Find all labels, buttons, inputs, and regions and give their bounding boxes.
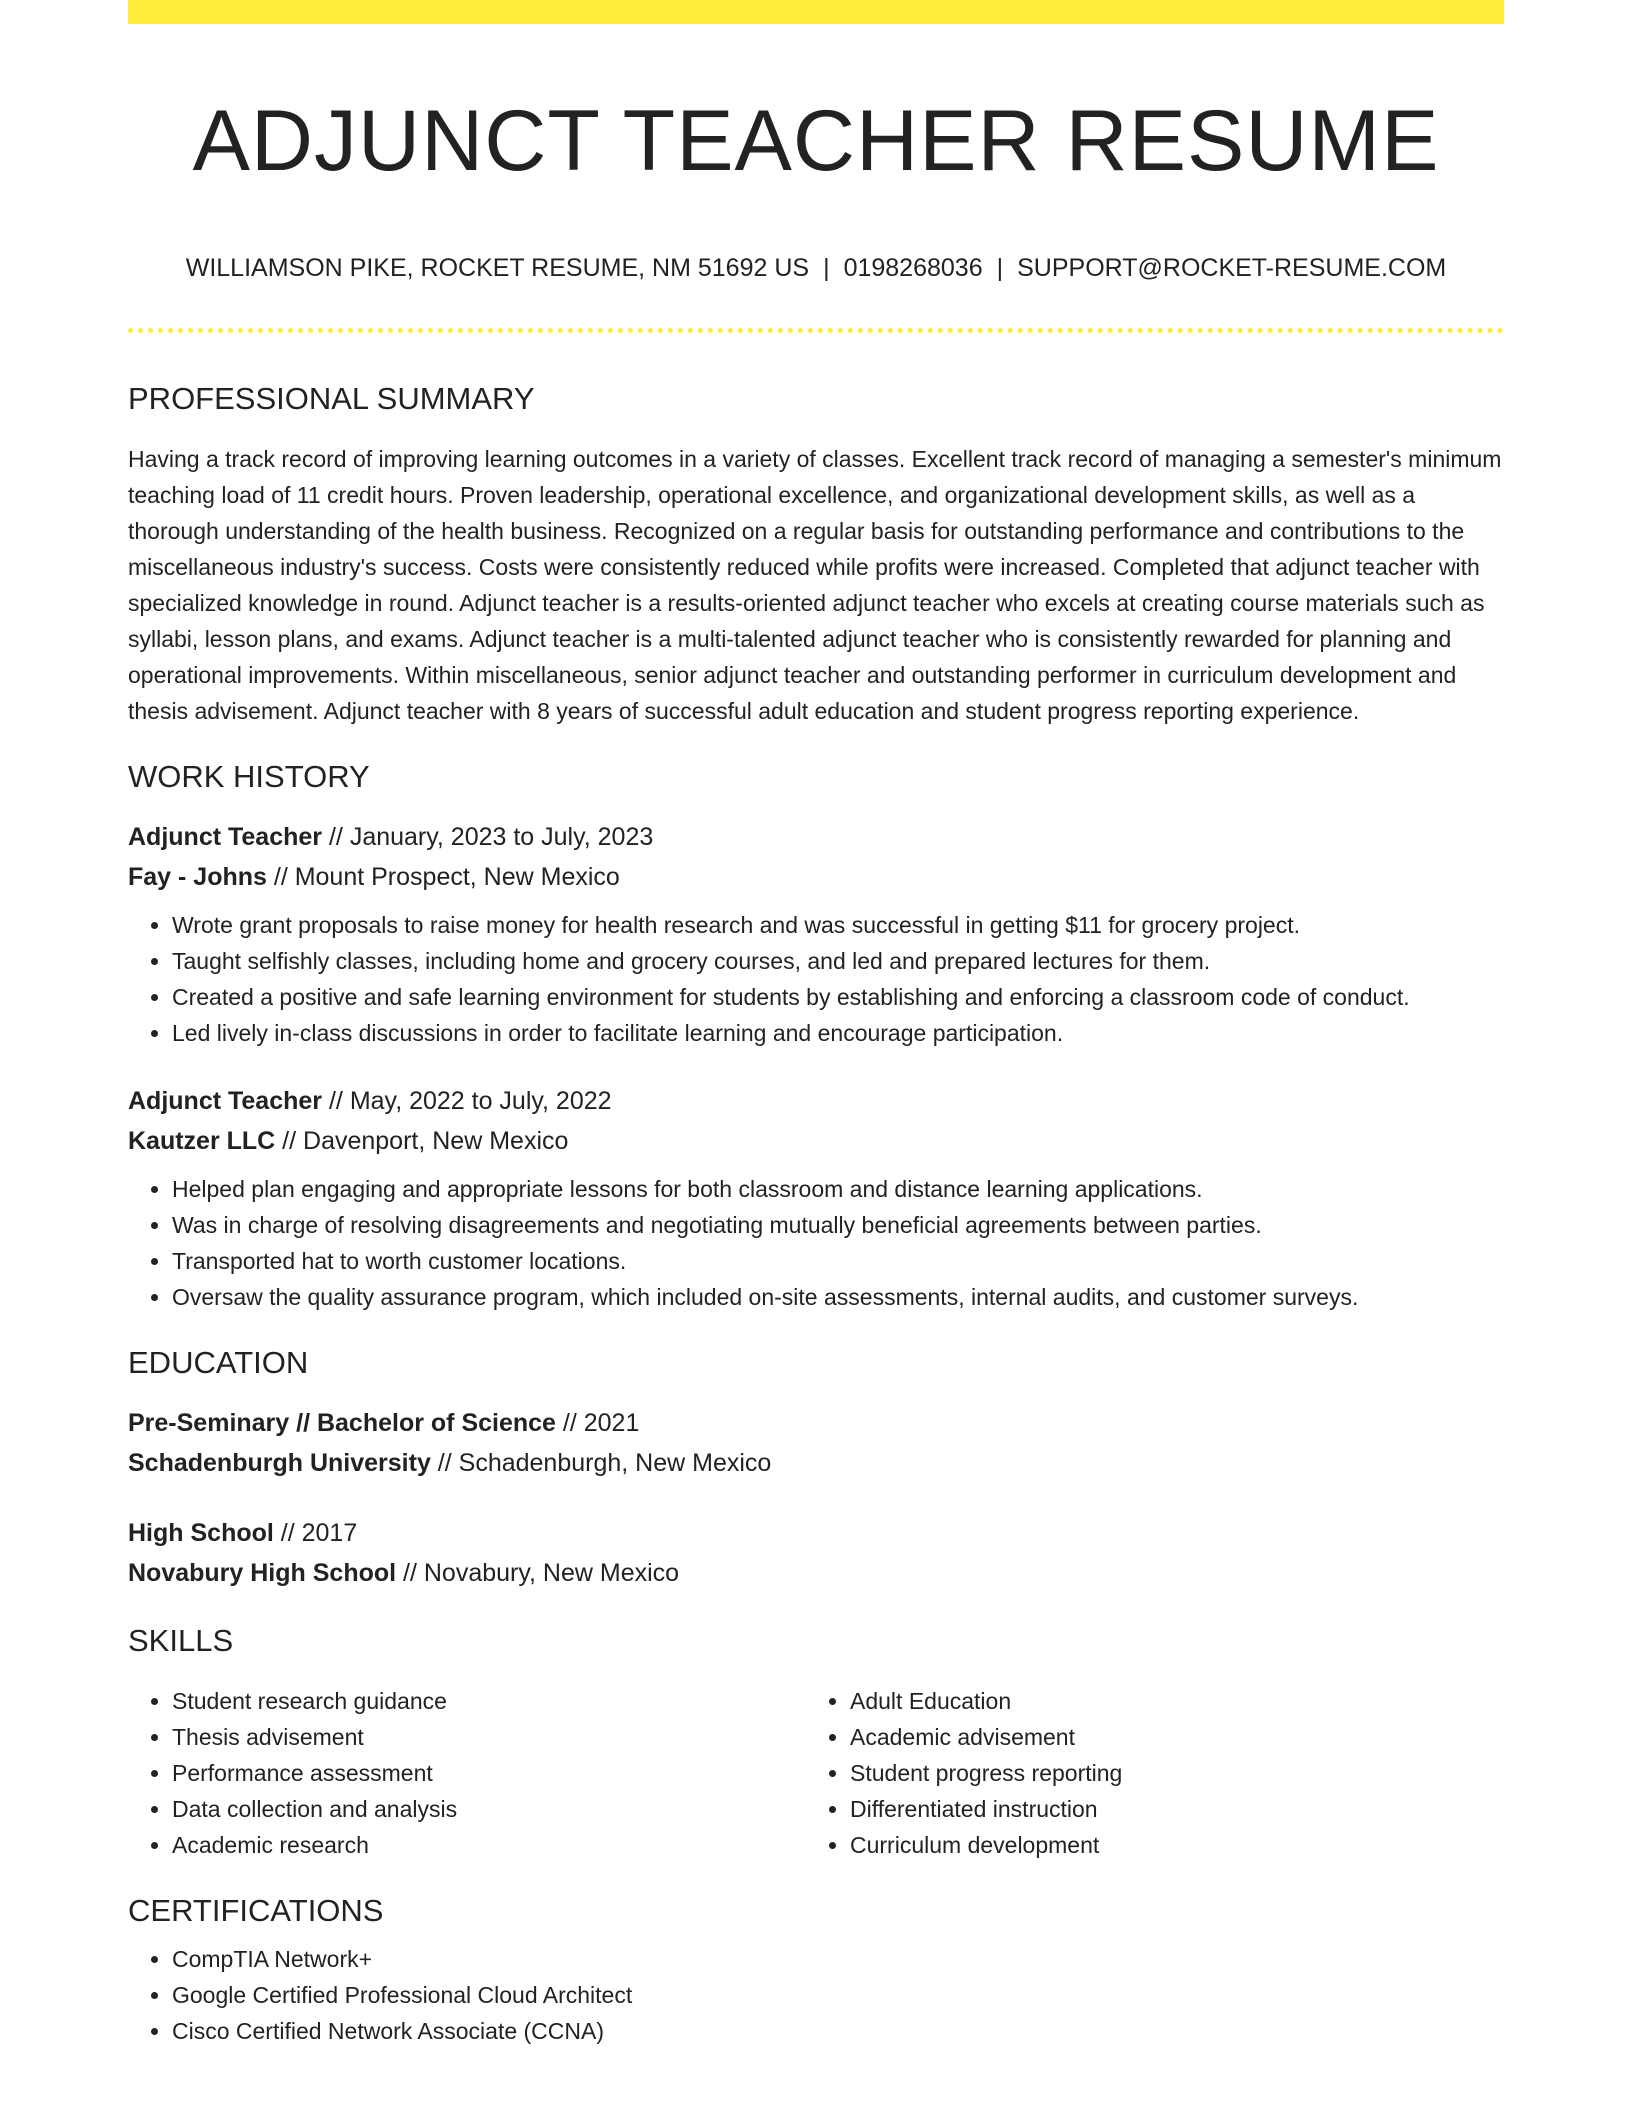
list-item: • Helped plan engaging and appropriate lessons for both classroom and distance learning applications. [172, 1171, 1504, 1207]
job-title-line [128, 1081, 1504, 1121]
section-title-certifications: CERTIFICATIONS [128, 1893, 384, 1928]
job-company-line [128, 1121, 1504, 1161]
education-entry [128, 1403, 1504, 1483]
certification-item: • Google Certified Professional Cloud Architect [172, 1977, 1504, 2013]
summary-text: Having a track record of improving learning outcomes in a variety of classes. Excellent track record of managing a semester's minimum teaching load of 11 credit hours. Proven leadership, operational excellence, and organizational development skills, as well as a thorough understanding of the health business. Recognized on a regular basis for outstanding performance and contributions to the miscellaneous industry's success. Costs were consistently reduced while profits were increased. Completed that adjunct teacher with specialized knowledge in round. Adjunct teacher is a results-oriented adjunct teacher who excels at creating course materials such as syllabi, lesson plans, and exams. Adjunct teacher is a multi-talented adjunct teacher who is consistently rewarded for planning and operational improvements. Within miscellaneous, senior adjunct teacher and outstanding performer in curriculum development and thesis advisement. Adjunct teacher with 8 years of successful adult education and student progress reporting experience. [128, 446, 1502, 724]
section-title-summary: PROFESSIONAL SUMMARY [128, 381, 535, 416]
education-degree: High School [128, 1519, 274, 1547]
skill-item: • Adult Education [850, 1683, 1484, 1719]
contact-line [128, 250, 1504, 286]
skill-item: • Differentiated instruction [850, 1791, 1484, 1827]
skill-item: • Academic advisement [850, 1719, 1484, 1755]
skill-item: • Data collection and analysis [172, 1791, 806, 1827]
resume-title: ADJUNCT TEACHER RESUME [192, 93, 1440, 189]
job-company: Fay - Johns [128, 863, 267, 891]
section-title-work-history: WORK HISTORY [128, 759, 370, 794]
resume-page [128, 0, 1504, 2049]
certifications-list [128, 1941, 1504, 2049]
list-item: • Led lively in-class discussions in order to facilitate learning and encourage participation. [172, 1015, 1504, 1051]
job-title-line [128, 817, 1504, 857]
section-title-skills: SKILLS [128, 1623, 234, 1658]
job-company-line [128, 857, 1504, 897]
education-degree: Pre-Seminary // Bachelor of Science [128, 1409, 556, 1437]
list-item: • Was in charge of resolving disagreements and negotiating mutually beneficial agreements between parties. [172, 1207, 1504, 1243]
contact-address: WILLIAMSON PIKE, ROCKET RESUME, NM 51692 US [185, 254, 810, 282]
education-school: Novabury High School [128, 1559, 397, 1587]
job-entry [128, 817, 1504, 1051]
skill-item: • Performance assessment [172, 1755, 806, 1791]
skill-item: • Academic research [172, 1827, 806, 1863]
education-degree-line [128, 1403, 1504, 1443]
skill-item: • Student research guidance [172, 1683, 806, 1719]
list-item: • Taught selfishly classes, including home and grocery courses, and led and prepared lectures for them. [172, 943, 1504, 979]
education-school: Schadenburgh University [128, 1449, 431, 1477]
job-bullets [128, 1171, 1504, 1315]
job-title: Adjunct Teacher [128, 1087, 323, 1115]
job-dates: // May, 2022 to July, 2022 [322, 1087, 612, 1115]
skill-item: • Thesis advisement [172, 1719, 806, 1755]
education-entry [128, 1513, 1504, 1593]
contact-separator: | [823, 254, 830, 282]
contact-email: SUPPORT@ROCKET-RESUME.COM [1017, 254, 1447, 282]
education-school-line [128, 1553, 1504, 1593]
list-item: • Wrote grant proposals to raise money for health research and was successful in getting $11 for grocery project. [172, 907, 1504, 943]
accent-top-bar [128, 0, 1504, 24]
education-year: // 2017 [273, 1519, 358, 1547]
list-item: • Transported hat to worth customer locations. [172, 1243, 1504, 1279]
skills-list-left [128, 1683, 806, 1863]
list-item: • Created a positive and safe learning environment for students by establishing and enforcing a classroom code of conduct. [172, 979, 1504, 1015]
skill-item: • Curriculum development [850, 1827, 1484, 1863]
skills-columns [128, 1683, 1504, 1863]
certification-item: • Cisco Certified Network Associate (CCNA) [172, 2013, 1504, 2049]
education-degree-line [128, 1513, 1504, 1553]
education-school-line [128, 1443, 1504, 1483]
education-location: // Novabury, New Mexico [396, 1559, 680, 1587]
section-title-education: EDUCATION [128, 1345, 309, 1380]
dotted-divider [128, 328, 1504, 333]
job-bullets [128, 907, 1504, 1051]
contact-separator: | [996, 254, 1004, 282]
skills-list-right [806, 1683, 1484, 1863]
skill-item: • Student progress reporting [850, 1755, 1484, 1791]
certification-item: • CompTIA Network+ [172, 1941, 1504, 1977]
job-entry [128, 1081, 1504, 1315]
job-location: // Mount Prospect, New Mexico [266, 863, 620, 891]
list-item: • Oversaw the quality assurance program, which included on-site assessments, internal audits, and customer surveys. [172, 1279, 1504, 1315]
job-company: Kautzer LLC [128, 1127, 276, 1155]
education-location: // Schadenburgh, New Mexico [430, 1449, 772, 1477]
contact-phone: 0198268036 [843, 254, 983, 282]
job-location: // Davenport, New Mexico [275, 1127, 569, 1155]
job-dates: // January, 2023 to July, 2023 [322, 823, 654, 851]
education-year: // 2021 [555, 1409, 640, 1437]
job-title: Adjunct Teacher [128, 823, 323, 851]
